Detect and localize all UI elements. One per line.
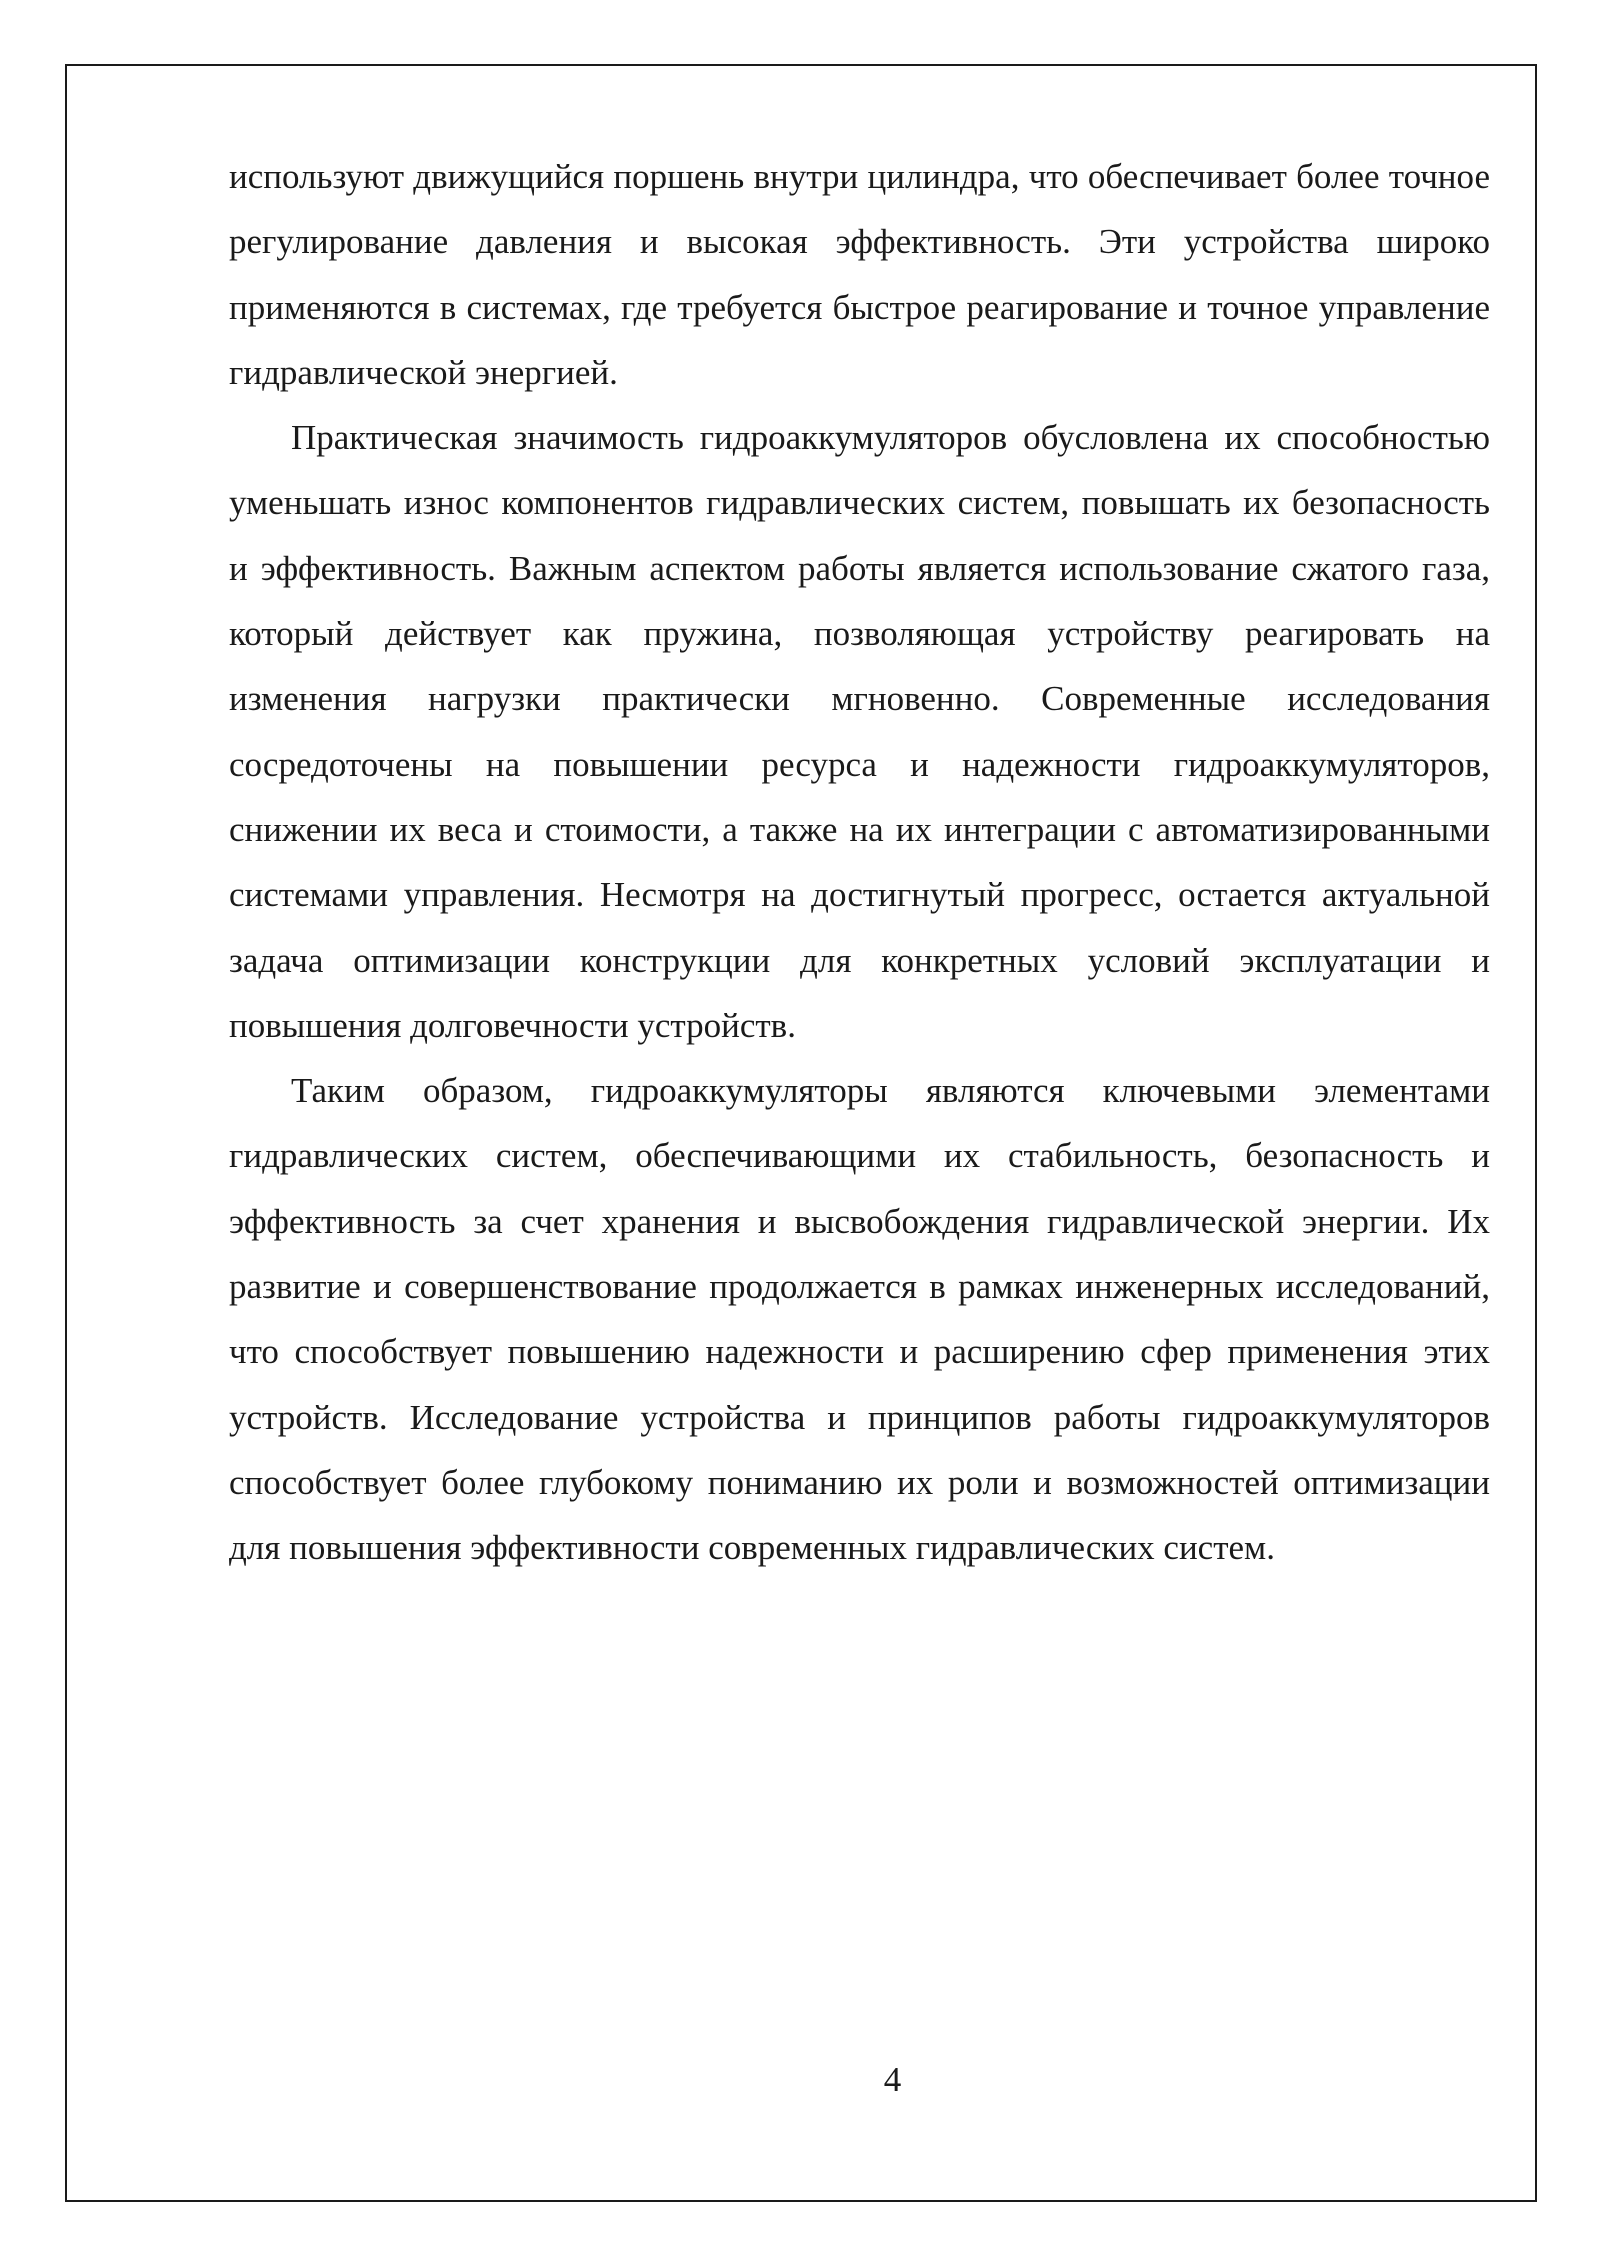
page-number: 4 — [883, 2060, 902, 2099]
paragraph-2: Практическая значимость гидроаккумуляторов обусловлена их способностью уменьшать износ компонентов гидравлических систем, повышать их безопасность и эффективность. Важным аспектом работы является использование сжатого газа, который действует как пружина, позволяющая устройству реагировать на изменения нагрузки практически мгновенно. Современные исследования сосредоточены на повышении ресурса и надежности гидроаккумуляторов, снижении их веса и стоимости, а также на их интеграции с автоматизированными системами управления. Несмотря на достигнутый прогресс, остается актуальной задача оптимизации конструкции для конкретных условий эксплуатации и повышения долговечности устройств. — [229, 418, 1490, 1045]
document-body — [229, 144, 1490, 1581]
paragraph-3: Таким образом, гидроаккумуляторы являются ключевыми элементами гидравлических систем, обеспечивающими их стабильность, безопасность и эффективность за счет хранения и высвобождения гидравлической энергии. Их развитие и совершенствование продолжается в рамках инженерных исследований, что способствует повышению надежности и расширению сфер применения этих устройств. Исследование устройства и принципов работы гидроаккумуляторов способствует более глубокому пониманию их роли и возможностей оптимизации для повышения эффективности современных гидравлических систем. — [229, 1071, 1490, 1568]
paragraph-1: используют движущийся поршень внутри цилиндра, что обеспечивает более точное регулирование давления и высокая эффективность. Эти устройства широко применяются в системах, где требуется быстрое реагирование и точное управление гидравлической энергией. — [229, 157, 1490, 392]
